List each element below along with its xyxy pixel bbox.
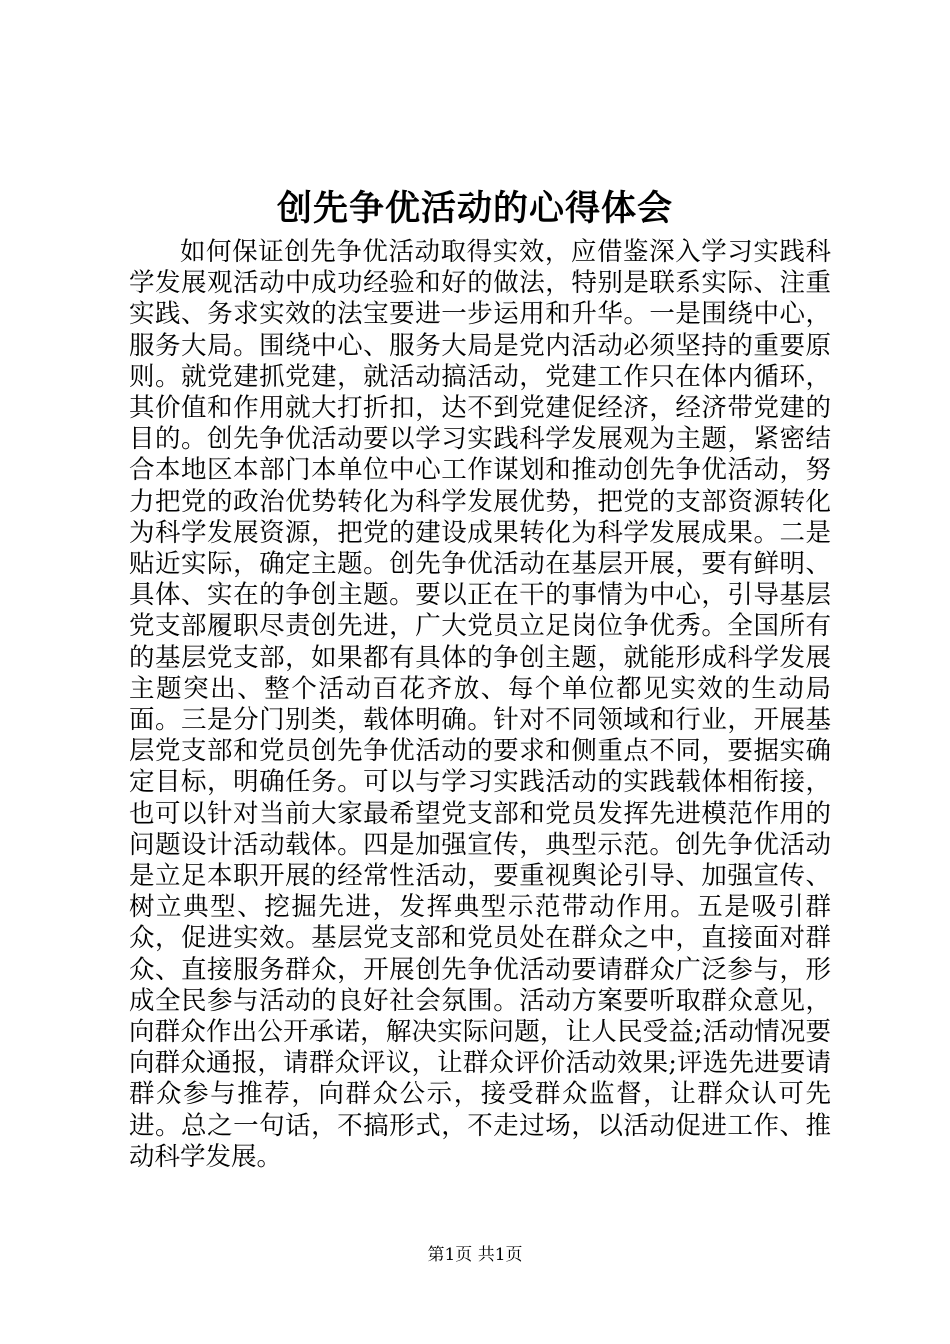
document-body-paragraph: 如何保证创先争优活动取得实效，应借鉴深入学习实践科学发展观活动中成功经验和好的做法，特别是联系实际、注重实践、务求实效的法宝要进一步运用和升华。一是围绕中心，服务大局。围绕中心、服务大局是党内活动必须坚持的重要原则。就党建抓党建，就活动搞活动，党建工作只在体内循环，其价值和作用就大打折扣，达不到党建促经济，经济带党建的目的。创先争优活动要以学习实践科学发展观为主题，紧密结合本地区本部门本单位中心工作谋划和推动创先争优活动，努力把党的政治优势转化为科学发展优势，把党的支部资源转化为科学发展资源，把党的建设成果转化为科学发展成果。二是贴近实际，确定主题。创先争优活动在基层开展，要有鲜明、具体、实在的争创主题。要以正在干的事情为中心，引导基层党支部履职尽责创先进，广大党员立足岗位争优秀。全国所有的基层党支部，如果都有具体的争创主题，就能形成科学发展主题突出、整个活动百花齐放、每个单位都见实效的生动局面。三是分门别类，载体明确。针对不同领域和行业，开展基层党支部和党员创先争优活动的要求和侧重点不同，要据实确定目标，明确任务。可以与学习实践活动的实践载体相衔接，也可以针对当前大家最希望党支部和党员发挥先进模范作用的问题设计活动载体。四是加强宣传，典型示范。创先争优活动是立足本职开展的经常性活动，要重视舆论引导、加强宣传、树立典型、挖掘先进，发挥典型示范带动作用。五是吸引群众，促进实效。基层党支部和党员处在群众之中，直接面对群众、直接服务群众，开展创先争优活动要请群众广泛参与，形成全民参与活动的良好社会氛围。活动方案要听取群众意见，向群众作出公开承诺，解决实际问题，让人民受益;活动情况要向群众通报，请群众评议，让群众评价活动效果;评选先进要请群众参与推荐，向群众公示，接受群众监督，让群众认可先进。总之一句话，不搞形式，不走过场，以活动促进工作、推动科学发展。	[129, 237, 831, 1172]
page-number-footer: 第1页 共1页	[427, 1245, 523, 1265]
document-title: 创先争优活动的心得体会	[276, 188, 673, 229]
